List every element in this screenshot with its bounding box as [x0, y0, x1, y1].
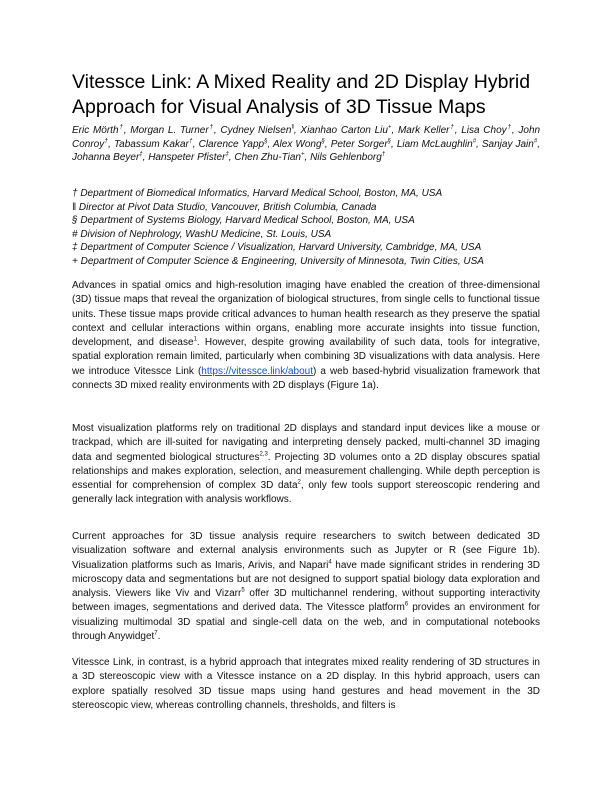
author — [72, 125, 130, 136]
author-affiliation-mark: † — [118, 124, 124, 131]
paragraph-2-text-a: Most visualization platforms rely on traditional 2D displays and standard input devices like a mouse or trackpad, which are ill-suited for navigating and interpreting densely packed, multi-channel 3D imaging data and segmented biological structures — [72, 423, 540, 463]
affiliation-line: # Division of Nephrology, WashU Medicine, St. Louis, USA — [72, 228, 332, 240]
author-name: Johanna Beyer — [72, 152, 140, 164]
author-separator: , — [267, 138, 273, 150]
author-name: Clarence Yapp — [198, 138, 265, 150]
author-affiliation-mark: † — [381, 151, 386, 158]
author-name: Nils Gehlenborg — [310, 152, 382, 164]
paper-title: Vitessce Link: A Mixed Reality and 2D Display Hybrid Approach for Visual Analysis of 3D Tissue Maps — [72, 71, 531, 118]
citation-6: 6 — [404, 602, 409, 609]
author-name: Lisa Choy — [461, 125, 507, 136]
author-separator: , — [454, 125, 462, 136]
author — [234, 152, 310, 163]
author — [130, 125, 220, 136]
author-separator: , — [108, 138, 114, 150]
author-affiliation-mark: ‡ — [225, 151, 229, 158]
author-affiliation-mark: † — [208, 124, 214, 131]
author — [300, 125, 398, 136]
author-separator: , — [192, 138, 199, 150]
author-affiliation-mark: † — [506, 124, 512, 131]
author — [310, 152, 385, 163]
author-affiliation-mark: # — [533, 138, 538, 145]
author — [461, 125, 518, 136]
author-separator: , — [228, 152, 235, 164]
paragraph-1-text-c: ) a web based-hybrid visualization framework that connects 3D mixed reality environments with 2D displays (Figure 1a). — [72, 365, 540, 392]
paragraph-3-text-e: . — [157, 631, 161, 643]
author — [220, 125, 300, 136]
author-separator: , — [537, 138, 540, 150]
citation-2-3: 2,3 — [259, 451, 268, 458]
paragraph-3-text-c: offer 3D multichannel rendering, without supporting interactivity between images, segmentations and derived data. The Vitessce platform — [72, 588, 540, 614]
citation-4: 4 — [328, 559, 332, 566]
affiliation-list — [72, 187, 542, 268]
author-name: Xianhao Carton Liu — [300, 125, 388, 136]
author-separator: , — [142, 152, 149, 164]
paragraph-1 — [72, 279, 540, 393]
author-separator: , — [476, 138, 482, 150]
author-name: Tabassum Kakar — [113, 138, 189, 150]
author-separator: , — [391, 125, 398, 136]
affiliation-line: ‖ Director at Pivot Data Studio, Vancouver, British Columbia, Canada — [72, 201, 377, 213]
paragraph-3-text-b: have made significant strides in rendering 3D microscopy data and segmentations but are not designed to support spatial biology data exploration and analysis. Viewers like Viv and Vizarr — [72, 559, 541, 600]
author — [148, 152, 234, 163]
author-separator: , — [123, 125, 131, 136]
affiliation-line: ‡ Department of Computer Science / Visualization, Harvard University, Cambridge, MA, USA — [72, 242, 482, 253]
paragraph-2-text-b: . Projecting 3D volumes onto a 2D display obscures spatial relationships and makes exploration, selection, and measurement challenging. While depth perception is essential for comprehension of complex 3D data — [72, 451, 540, 492]
author-affiliation-mark: + — [300, 151, 305, 158]
paragraph-2 — [72, 422, 540, 508]
author-affiliation-mark: ‖ — [291, 124, 294, 131]
author-affiliation-mark: † — [104, 138, 109, 145]
author-separator: , — [293, 125, 301, 136]
author-separator: , — [391, 138, 397, 150]
author-affiliation-mark: † — [188, 138, 193, 145]
paragraph-4 — [72, 656, 540, 713]
author-name: Sanjay Jain — [481, 138, 534, 150]
author — [482, 139, 540, 150]
author-separator: , — [511, 125, 519, 136]
citation-5: 5 — [241, 587, 245, 594]
author-name: John Conroy — [72, 125, 541, 150]
paragraph-3-text-a: Current approaches for 3D tissue analysis require researchers to switch between dedicated 3D visualization software and external analysis environments such as Jupyter or R (see Figure 1b). Visualization platforms such as Imaris, Arivis, and Napari — [72, 531, 540, 571]
author-separator: , — [304, 152, 311, 164]
citation-7: 7 — [154, 630, 158, 637]
author-name: Alex Wong — [272, 138, 322, 150]
author — [273, 139, 331, 150]
author — [199, 139, 273, 150]
paragraph-2-text-c: , only few tools support stereoscopic rendering and generally lack integration with analysis workflows. — [72, 480, 540, 506]
author-name: Mark Keller — [397, 125, 450, 136]
author — [331, 139, 397, 150]
author-name: Peter Sorger — [330, 138, 388, 150]
citation-2: 2 — [297, 479, 301, 486]
author-affiliation-mark: # — [472, 138, 477, 145]
author-name: Liam McLaughlin — [396, 138, 473, 150]
author — [398, 125, 461, 136]
author-affiliation-mark: § — [264, 138, 268, 145]
author-separator: , — [324, 138, 331, 150]
author — [114, 139, 199, 150]
citation-1: 1 — [193, 336, 197, 343]
affiliation-line: § Department of Systems Biology, Harvard Medical School, Boston, MA, USA — [72, 215, 415, 226]
author-name: Chen Zhu-Tian — [234, 152, 301, 164]
author-separator: , — [213, 125, 221, 136]
author-affiliation-mark: § — [321, 138, 325, 145]
paragraph-3 — [72, 530, 540, 644]
author-list — [72, 124, 540, 165]
author-name: Cydney Nielsen — [220, 125, 292, 136]
author-name: Eric Mörth — [72, 125, 119, 136]
paragraph-4-text-a: Vitessce Link, in contrast, is a hybrid approach that integrates mixed reality rendering of 3D structures in a 3D stereoscopic view with a Vitessce instance on a 2D display. In this hybrid approach, users can explore spatially resolved 3D tissue maps using hand gestures and head movement in the 3D stereoscopic view, whereas controlling channels, thresholds, and filters is — [72, 657, 540, 711]
author-affiliation-mark: ‡ — [139, 151, 143, 158]
author-affiliation-mark: § — [387, 138, 391, 145]
paragraph-1-text-a: Advances in spatial omics and high-resolution imaging have enabled the creation of three-dimensional (3D) tissue maps that reveal the organization of biological structures, from single cells to functional tissue units. These tissue maps provide critical advances to human health research as they preserve the spatial context and cellular interactions within organs, enabling more accurate insights into tissue function, development, and disease — [72, 280, 540, 349]
author-name: Hanspeter Pfister — [148, 152, 226, 164]
author-name: Morgan L. Turner — [130, 125, 209, 136]
affiliation-line: † Department of Biomedical Informatics, Harvard Medical School, Boston, MA, USA — [72, 188, 443, 199]
paragraph-3-text-d: provides an environment for visualizing multimodal 3D spatial and single-cell data on the web, and in computational notebooks through Anywidget — [72, 602, 540, 643]
author — [72, 152, 148, 163]
vitessce-link-url[interactable]: https://vitessce.link/about — [201, 365, 314, 377]
author-affiliation-mark: † — [449, 124, 455, 131]
author-affiliation-mark: + — [387, 124, 392, 131]
paragraph-1-text-b: . However, despite growing availability of such data, tools for integrative, spatial exploration remain limited, particularly when combining 3D visualizations with data analysis. Here we introduce Vitessce Link ( — [72, 337, 541, 377]
author — [397, 139, 482, 150]
affiliation-line: + Department of Computer Science & Engineering, University of Minnesota, Twin Cities, USA — [72, 255, 484, 267]
